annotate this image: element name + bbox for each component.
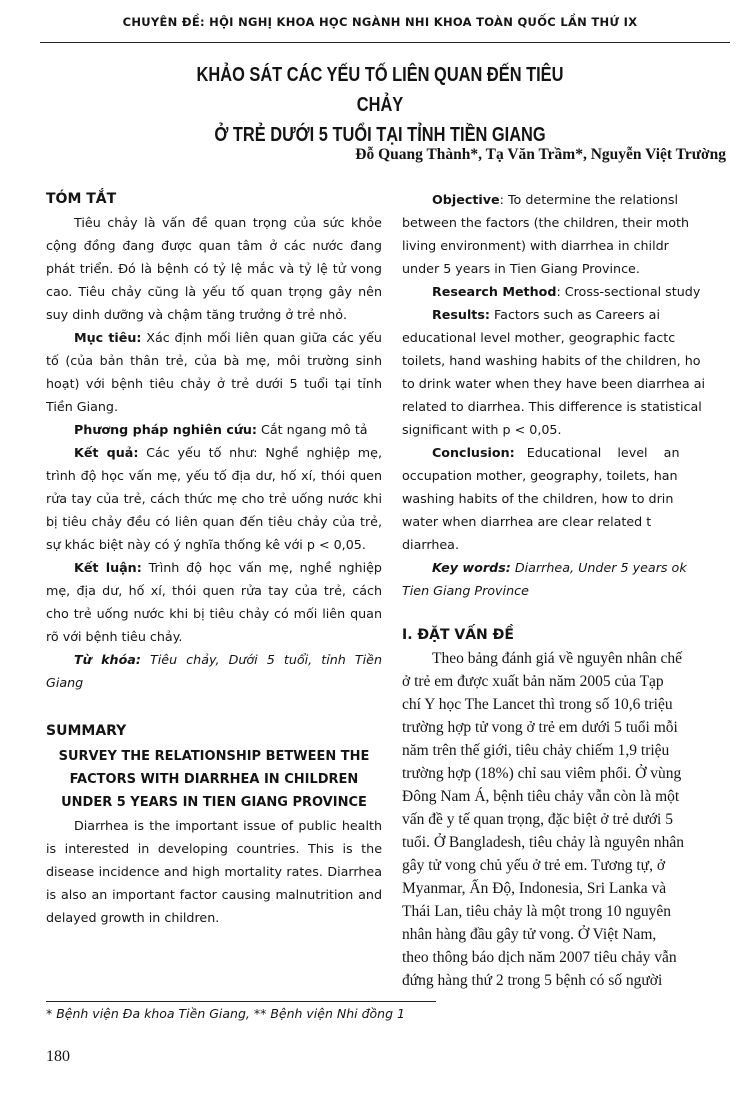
section-1-heading: I. ĐẶT VẤN ĐỀ [402,627,514,643]
summary-title: SURVEY THE RELATIONSHIP BETWEEN THE FACTORS WITH DIARRHEA IN CHILDREN UNDER 5 YEARS IN TIEN GIANG PROVINCE [58,749,370,810]
keywords-en-label: Key words: [432,560,511,575]
section-1-line: chí Y học The Lancet thì trong số 10,6 triệu [402,696,673,713]
section-1-line: Myanmar, Ấn Độ, Indonesia, Sri Lanka và [402,880,667,897]
summary-intro: Diarrhea is the important issue of public health is interested in developing countries. This is the disease incidence and high mortality rates. Diarrhea is also an important factor causing malnutrition and delayed growth in children. [46,818,382,925]
running-header: CHUYÊN ĐỀ: HỘI NGHỊ KHOA HỌC NGÀNH NHI KHOA TOÀN QUỐC LẦN THỨ IX [122,15,638,29]
objective-en-label: Objective [432,192,500,207]
keywords-en-line-1: Diarrhea, Under 5 years ok [510,560,687,575]
method-en-text: : Cross-sectional study [556,284,701,299]
section-1-line: vấn đề y tế quan trọng, đặc biệt ở trẻ dưới 5 [402,811,673,828]
summary-objective [402,188,728,280]
results-en-line-4: to drink water when they have been diarrhea ai [402,376,706,391]
summary-heading: SUMMARY [46,723,127,739]
objective-text: Xác định mối liên quan giữa các yếu tố (của bản thân trẻ, của bà mẹ, môi trường sinh hoạt) với bệnh tiêu chảy ở trẻ dưới 5 tuổi tại tỉnh Tiền Giang. [46,330,382,414]
results-en-line-1: Factors such as Careers ai [490,307,660,322]
keywords-en-line-2: Tien Giang Province [402,583,529,598]
results-en-line-2: educational level mother, geographic factc [402,330,676,345]
conclusion-en-line-2: occupation mother, geography, toilets, han [402,468,678,483]
author-list: Đỗ Quang Thành*, Tạ Văn Trầm*, Nguyễn Việt Trường [355,146,726,163]
results-en-line-5: related to diarrhea. This difference is statistical [402,399,702,414]
section-1-line: nhân hàng đầu gây tử vong. Ở Việt Nam, [402,926,657,943]
objective-en-line-2: between the factors (the children, their moth [402,215,690,230]
left-column [46,188,382,929]
section-1-line: Theo bảng đánh giá về nguyên nhân chế [432,650,683,667]
abstract-keywords [46,648,382,694]
conclusion-label: Kết luận: [74,560,142,575]
section-1-line: đứng hàng thứ 2 trong 5 bệnh có số người [402,972,663,989]
footnote: * Bệnh viện Đa khoa Tiền Giang, ** Bệnh viện Nhi đồng 1 [46,1006,405,1021]
section-1-line: Thái Lan, tiêu chảy là một trong 10 nguyên [402,903,672,920]
title-line-2: Ở TRẺ DƯỚI 5 TUỔI TẠI TỈNH TIỀN GIANG [214,124,546,146]
abstract-heading: TÓM TẮT [46,191,117,207]
results-label: Kết quả: [74,445,139,460]
conclusion-en-label: Conclusion: [432,445,515,460]
summary-conclusion [402,441,728,556]
section-1-line: theo thông báo dịch năm 2007 tiêu chảy vẫn [402,949,677,966]
results-text: Các yếu tố như: Nghề nghiệp mẹ, trình độ học vấn mẹ, yếu tố địa dư, hố xí, thói quen rửa tay của trẻ, cách thức mẹ cho trẻ uống nước khi bị tiêu chảy đều có liên quan đến tiêu chảy của trẻ, sự khác biệt này có ý nghĩa thống kê với p < 0,05. [46,445,382,552]
right-column [402,188,728,992]
footnote-rule [46,1001,436,1002]
abstract-conclusion [46,556,382,648]
results-en-label: Results: [432,307,490,322]
method-text: Cắt ngang mô tả [257,422,368,437]
conclusion-en-line-3: washing habits of the children, how to drin [402,491,674,506]
keywords-label: Từ khóa: [74,652,141,667]
section-1-line: trường hợp (18%) chỉ sau viêm phổi. Ở vùng [402,765,682,782]
summary-method [402,280,728,303]
objective-en-line-1: : To determine the relationsl [499,192,679,207]
paper-title [191,60,568,150]
abstract-intro: Tiêu chảy là vấn đề quan trọng của sức khỏe cộng đồng đang được quan tâm ở các nước đang phát triển. Đó là bệnh có tỷ lệ mắc và tỷ lệ tử vong cao. Tiêu chảy cũng là yếu tố quan trọng gây nên suy dinh dưỡng và chậm tăng trưởng ở trẻ nhỏ. [46,215,382,322]
section-1-line: gây tử vong chủ yếu ở trẻ em. Tương tự, ở [402,857,666,874]
section-1-body [402,647,728,992]
section-1-line: tuổi. Ở Bangladesh, tiêu chảy là nguyên nhân [402,834,684,851]
conclusion-en-line-5: diarrhea. [402,537,459,552]
objective-label: Mục tiêu: [74,330,142,345]
objective-en-line-4: under 5 years in Tien Giang Province. [402,261,640,276]
keywords-text: Tiêu chảy, Dưới 5 tuổi, tỉnh Tiền Giang [46,652,382,690]
title-line-1: KHẢO SÁT CÁC YẾU TỐ LIÊN QUAN ĐẾN TIÊU CHẢY [196,64,564,116]
abstract-objective [46,326,382,418]
objective-en-line-3: living environment) with diarrhea in childr [402,238,669,253]
summary-results [402,303,728,441]
page-number: 180 [46,1048,70,1065]
abstract-method [46,418,382,441]
section-1-line: Đông Nam Á, bệnh tiêu chảy vẫn còn là một [402,788,680,805]
header-rule [40,42,730,43]
conclusion-text: Trình độ học vấn mẹ, nghề nghiệp mẹ, địa dư, hố xí, thói quen rửa tay của trẻ, cách cho trẻ uống nước khi bị tiêu chảy có mối liên quan rõ với bệnh tiêu chảy. [46,560,382,644]
results-en-line-6: significant with p < 0,05. [402,422,562,437]
section-1-line: năm trên thế giới, tiêu chảy chiếm 1,9 triệu [402,742,670,759]
conclusion-en-line-1: Educational level an [514,445,680,460]
section-1-line: trường hợp tử vong ở trẻ em dưới 5 tuổi mỗi [402,719,678,736]
method-en-label: Research Method [432,284,557,299]
section-1-line: ở trẻ em được xuất bản năm 2005 của Tạp [402,673,664,690]
results-en-line-3: toilets, hand washing habits of the children, ho [402,353,701,368]
method-label: Phương pháp nghiên cứu: [74,422,257,437]
conclusion-en-line-4: water when diarrhea are clear related t [402,514,652,529]
abstract-results [46,441,382,556]
summary-keywords [402,556,728,602]
